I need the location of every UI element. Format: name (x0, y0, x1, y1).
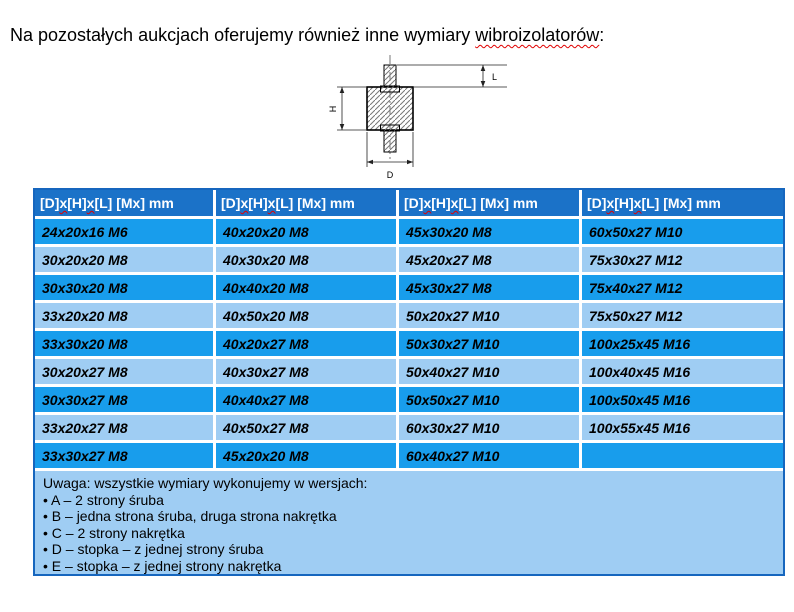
drawing-rubber-body (367, 87, 413, 130)
header-part: [L] [Mx] mm (94, 195, 174, 211)
header-part: [D] (221, 195, 241, 211)
dim-cell: 40x30x27 M8 (216, 359, 396, 384)
header-part: [H] (248, 195, 268, 211)
dim-cell: 40x30x20 M8 (216, 247, 396, 272)
dim-label-d: D (386, 170, 394, 180)
dim-cell: 75x50x27 M12 (582, 303, 783, 328)
header-part: [D] (404, 195, 424, 211)
arrow-h-top (340, 87, 345, 93)
header-x-spellchecked: x (86, 195, 95, 211)
dimension-l (397, 65, 507, 87)
dim-cell: 100x50x45 M16 (582, 387, 783, 412)
dim-cell: 40x20x27 M8 (216, 331, 396, 356)
dim-cell: 75x40x27 M12 (582, 275, 783, 300)
header-x-spellchecked: x (59, 195, 68, 211)
drawing-stud-top (384, 65, 396, 86)
dim-cell: 50x40x27 M10 (399, 359, 579, 384)
dim-cell: 33x30x20 M8 (35, 331, 213, 356)
dim-cell: 33x20x27 M8 (35, 415, 213, 440)
dim-cell: 30x20x20 M8 (35, 247, 213, 272)
dim-cell: 40x50x27 M8 (216, 415, 396, 440)
dim-cell: 60x40x27 M10 (399, 443, 579, 468)
dim-cell: 30x30x27 M8 (35, 387, 213, 412)
dim-cell: 50x30x27 M10 (399, 331, 579, 356)
dim-cell: 45x20x20 M8 (216, 443, 396, 468)
dim-cell: 100x40x45 M16 (582, 359, 783, 384)
header-part: [H] (431, 195, 451, 211)
dim-cell: 45x30x20 M8 (399, 219, 579, 244)
page-title (10, 24, 604, 46)
dim-cell: 30x20x27 M8 (35, 359, 213, 384)
header-cell-2 (216, 190, 396, 216)
header-part: [H] (614, 195, 634, 211)
note-line: • E – stopka – z jednej strony nakrętka (43, 557, 282, 574)
arrow-l-top (481, 65, 486, 71)
note-line: • B – jedna strona śruba, druga strona nakrętka (43, 508, 337, 524)
dim-label-l: L (492, 72, 498, 82)
dim-cell: 33x20x20 M8 (35, 303, 213, 328)
dim-cell: 45x30x27 M8 (399, 275, 579, 300)
dim-cell: 100x25x45 M16 (582, 331, 783, 356)
note-line: Uwaga: wszystkie wymiary wykonujemy w wersjach: (43, 475, 368, 491)
note-line: • A – 2 strony śruba (43, 491, 164, 508)
dim-cell: 45x20x27 M8 (399, 247, 579, 272)
vibration-isolator-drawing (300, 55, 530, 185)
header-x-spellchecked: x (423, 195, 432, 211)
dimension-h (337, 87, 366, 130)
header-x-spellchecked: x (633, 195, 642, 211)
note-line: • C – 2 strony nakrętka (43, 524, 185, 541)
title-colon: : (599, 25, 605, 45)
header-cell-1 (35, 190, 213, 216)
header-x-spellchecked: x (267, 195, 276, 211)
header-part: [L] [Mx] mm (458, 195, 538, 211)
dim-cell: 24x20x16 M6 (35, 219, 213, 244)
header-part: [D] (40, 195, 60, 211)
drawing-flange-bottom (381, 125, 400, 131)
dim-cell: 40x20x20 M8 (216, 219, 396, 244)
header-part: [L] [Mx] mm (275, 195, 355, 211)
arrow-h-bottom (340, 124, 345, 130)
header-x-spellchecked: x (240, 195, 249, 211)
dim-cell: 100x55x45 M16 (582, 415, 783, 440)
dim-cell: 60x30x27 M10 (399, 415, 579, 440)
dim-cell: 30x30x20 M8 (35, 275, 213, 300)
notes-cell (35, 471, 783, 574)
header-part: [D] (587, 195, 607, 211)
header-part: [H] (67, 195, 87, 211)
header-cell-3 (399, 190, 579, 216)
dimensions-table (33, 188, 785, 576)
header-cell-4 (582, 190, 783, 216)
header-x-spellchecked: x (606, 195, 615, 211)
drawing-flange-top (381, 86, 400, 92)
dim-cell: 50x50x27 M10 (399, 387, 579, 412)
dim-cell: 33x30x27 M8 (35, 443, 213, 468)
dim-cell (582, 443, 783, 468)
dim-cell: 40x40x20 M8 (216, 275, 396, 300)
note-line: • D – stopka – z jednej strony śruba (43, 541, 264, 557)
arrow-d-right (407, 160, 413, 165)
dim-cell: 60x50x27 M10 (582, 219, 783, 244)
arrow-d-left (367, 160, 373, 165)
dim-cell: 50x20x27 M10 (399, 303, 579, 328)
dim-label-h: H (328, 105, 338, 113)
drawing-stud-bottom (384, 131, 396, 152)
header-x-spellchecked: x (450, 195, 459, 211)
title-text: Na pozostałych aukcjach oferujemy również inne wymiary (10, 25, 476, 45)
header-part: [L] [Mx] mm (641, 195, 721, 211)
dim-cell: 75x30x27 M12 (582, 247, 783, 272)
arrow-l-bottom (481, 81, 486, 87)
dim-cell: 40x40x27 M8 (216, 387, 396, 412)
spellchecked-word: wibroizolatorów (475, 25, 600, 45)
dim-cell: 40x50x20 M8 (216, 303, 396, 328)
